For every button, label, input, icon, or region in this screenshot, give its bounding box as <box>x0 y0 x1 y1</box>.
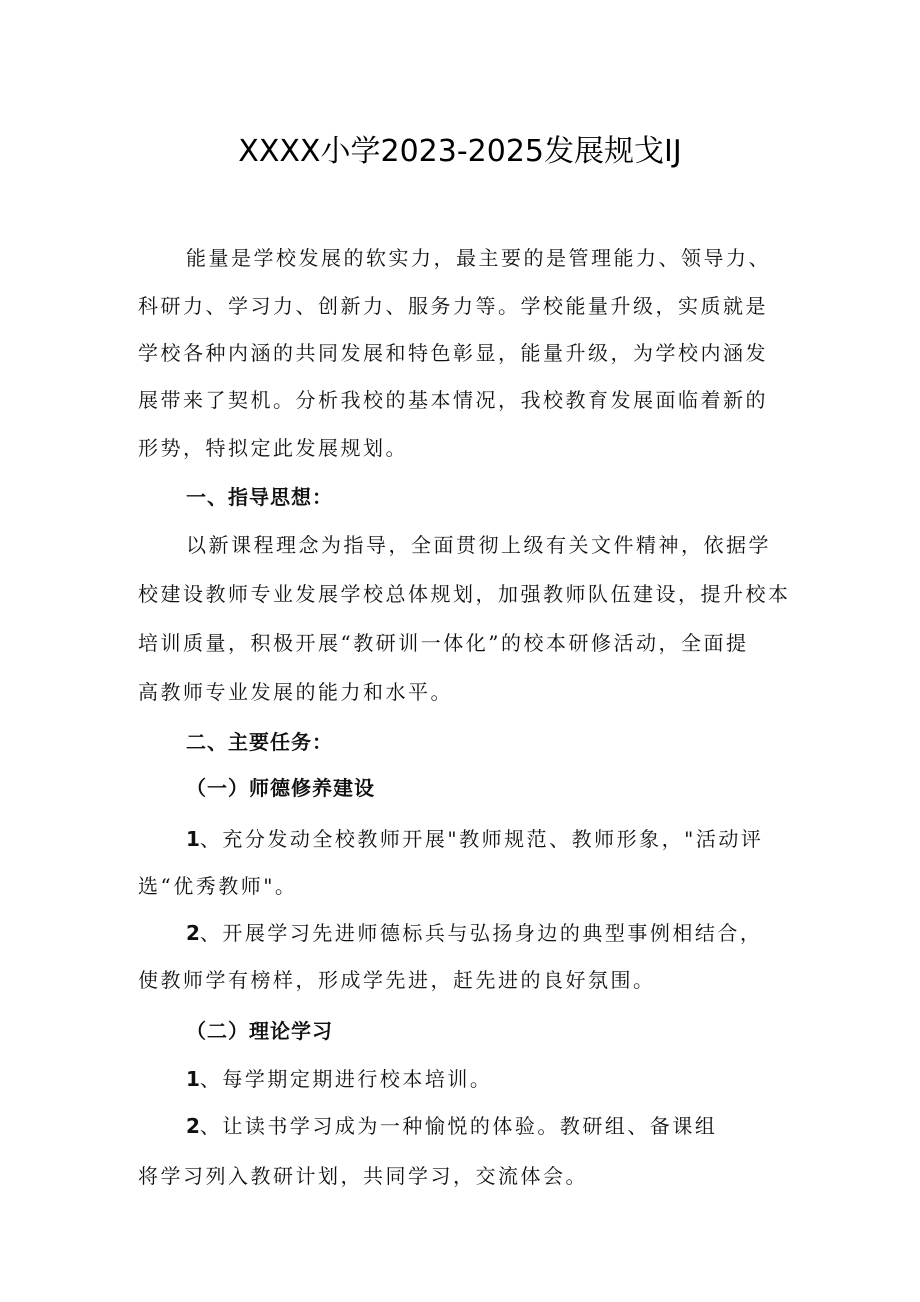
subsection-heading-theory-study: （二）理论学习 <box>186 1019 333 1043</box>
item-text: 、开展学习先进师德标兵与弘扬身边的典型事例相结合， <box>199 921 763 945</box>
intro-line-1: 能量是学校发展的软实力，最主要的是管理能力、领导力、 <box>186 246 771 270</box>
intro-line-5: 形势，特拟定此发展规划。 <box>138 436 408 460</box>
intro-line-4: 展带来了契机。分析我校的基本情况，我校教育发展面临着新的 <box>138 388 768 412</box>
ethics-item-1-line-1 <box>186 824 846 854</box>
section-heading-main-tasks: 二、主要任务： <box>186 730 333 754</box>
item-text: 、每学期定期进行校本培训。 <box>199 1067 493 1091</box>
item-number: 2 <box>186 1114 200 1138</box>
item-number: 2 <box>186 921 200 945</box>
subsection-heading-ethics: （一）师德修养建设 <box>186 776 375 800</box>
section-heading-guiding-ideology: 一、指导思想： <box>186 485 333 509</box>
section1-line-4: 高教师专业发展的能力和水平。 <box>138 680 453 704</box>
item-text: 、充分发动全校教师开展"教师规范、教师形象，"活动评 <box>199 827 764 851</box>
item-number: 1 <box>186 1067 200 1091</box>
section1-line-3: 培训质量，积极开展“教研训一体化”的校本研修活动，全面提 <box>138 631 749 655</box>
ethics-item-2-line-2: 使教师学有榜样，形成学先进，赶先进的良好氛围。 <box>138 968 656 992</box>
ethics-item-2-line-1 <box>186 918 846 948</box>
document-title: XXXX小学2023-2025发展规戈IJ <box>238 134 682 169</box>
item-text: 、让读书学习成为一种愉悦的体验。教研组、备课组 <box>199 1114 718 1138</box>
theory-item-2-line-1 <box>186 1111 846 1141</box>
ethics-item-1-line-2: 选“优秀教师"。 <box>138 874 298 898</box>
section1-line-2: 校建设教师专业发展学校总体规划，加强教师队伍建设，提升校本 <box>138 582 791 606</box>
theory-item-1 <box>186 1064 846 1094</box>
intro-line-3: 学校各种内涵的共同发展和特色彰显，能量升级，为学校内涵发 <box>138 341 768 365</box>
theory-item-2-line-2: 将学习列入教研计划，共同学习，交流体会。 <box>138 1164 588 1188</box>
item-number: 1 <box>186 827 200 851</box>
intro-line-2: 科研力、学习力、创新力、服务力等。学校能量升级，实质就是 <box>138 294 768 318</box>
section1-line-1: 以新课程理念为指导，全面贯彻上级有关文件精神，依据学 <box>186 533 771 557</box>
